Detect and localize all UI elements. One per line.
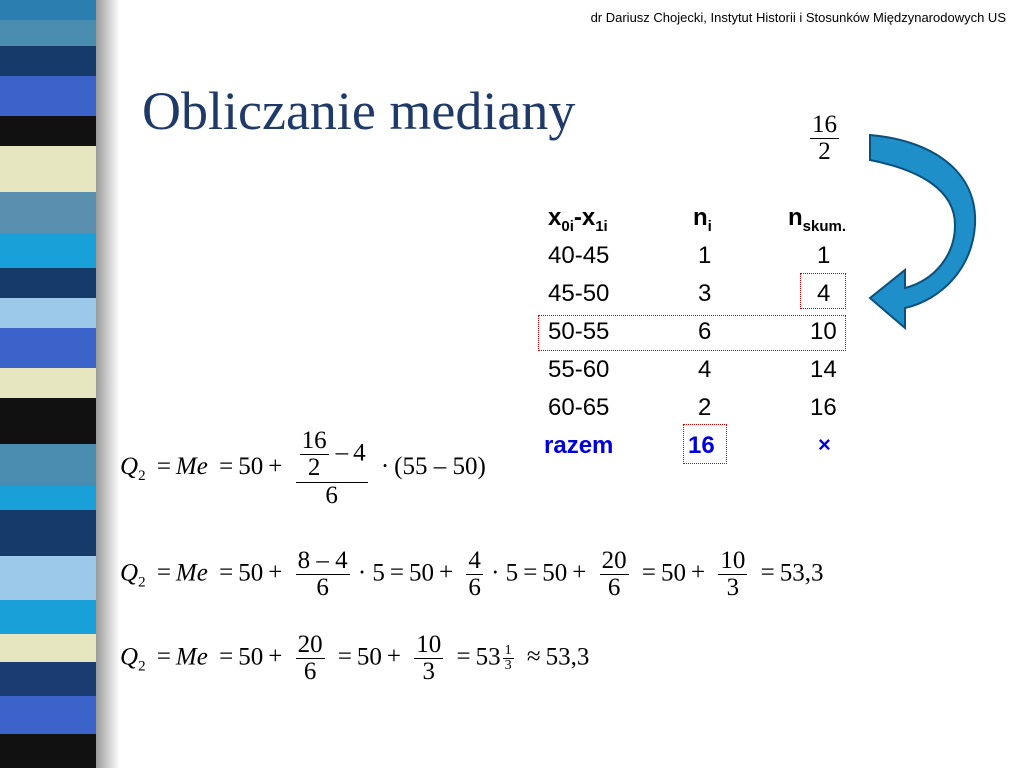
arrow-label-den: 2	[818, 138, 831, 166]
table-cell: 4	[698, 356, 712, 383]
curved-arrow-icon	[860, 130, 1000, 350]
table-cell: 6	[698, 318, 712, 345]
table-cell: 10	[810, 318, 837, 345]
table-cell: 40-45	[548, 242, 610, 269]
slide-title: Obliczanie mediany	[142, 81, 576, 141]
total-value: 16	[688, 432, 715, 459]
frequency-table	[530, 200, 870, 470]
header-interval: $x_{0i}-x_{1i}$	[548, 204, 608, 235]
median-formula-general: $Q_2 = Me = 50$ + $\frac{16}{2}$ – 4 6 · (55 – 50)	[120, 427, 486, 509]
table-cell: 60-65	[548, 394, 610, 421]
table-cell: 55-60	[548, 356, 610, 383]
median-formula-result: $Q_2 = Me = 50$ + $\frac{20}{6}$ = 50 + $\frac{10}{3}$ = 53 $\frac{1}{3}$ ≈ 53,3	[120, 631, 590, 686]
total-label: razem	[544, 432, 614, 459]
table-cell: 4	[817, 280, 831, 307]
median-formula-computation: $Q_2 = Me = 50$ + $\frac{8 - 4}{6}$ · 5 = 50 + $\frac{4}{6}$ · 5 = 50 + $\frac{20}{6}$ = 50 + $\frac{10}{3}$ = 53,3	[120, 547, 824, 602]
header-frequency: $n_i$	[693, 204, 712, 235]
table-cell: 2	[698, 394, 712, 421]
decorative-side-strip	[0, 0, 120, 768]
table-cell: 3	[698, 280, 712, 307]
author-attribution: dr Dariusz Chojecki, Instytut Historii i Stosunków Międzynarodowych US	[590, 10, 1006, 25]
table-cell: 1	[698, 242, 712, 269]
highlight-total-16	[683, 424, 727, 464]
highlight-median-row	[538, 315, 846, 351]
header-cumulative: $n_{skum.}$	[788, 204, 847, 235]
table-cell: 1	[817, 242, 831, 269]
table-cell: 45-50	[548, 280, 610, 307]
arrow-label-fraction	[808, 112, 841, 166]
table-cell: 50-55	[548, 318, 610, 345]
table-cell: 14	[810, 356, 837, 383]
highlight-cumulative-4	[800, 273, 846, 309]
total-mark: ×	[818, 432, 831, 457]
arrow-label-num: 16	[812, 111, 837, 138]
table-cell: 16	[810, 394, 837, 421]
